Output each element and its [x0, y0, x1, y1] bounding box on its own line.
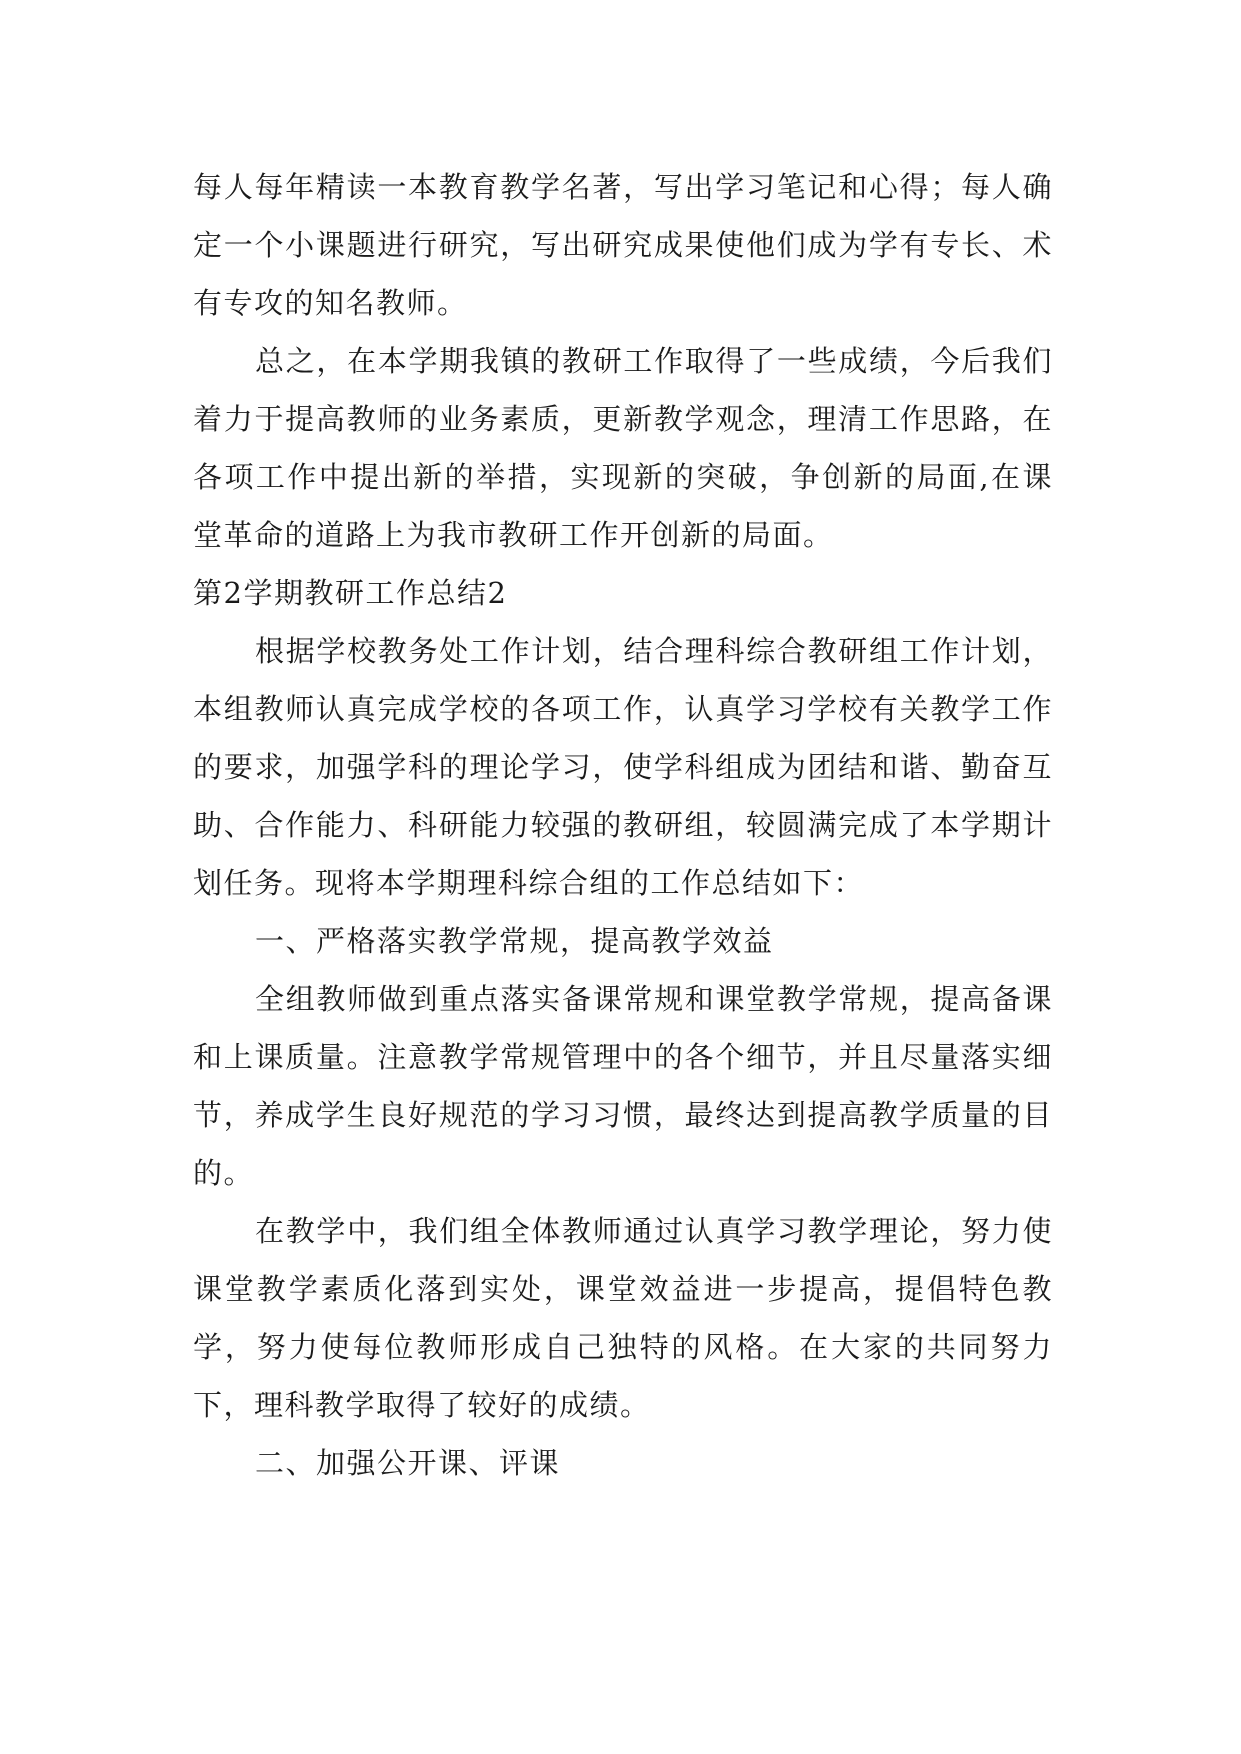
paragraph-5: 在教学中，我们组全体教师通过认真学习教学理论，努力使课堂教学素质化落到实处，课堂效益进一步提高，提倡特色教学，努力使每位教师形成自己独特的风格。在大家的共同努力下，理科教学取得了较好的成绩。 [193, 1214, 1053, 1422]
subheading-1: 一、严格落实教学常规，提高教学效益 [255, 924, 774, 958]
paragraph-4: 全组教师做到重点落实备课常规和课堂教学常规，提高备课和上课质量。注意教学常规管理中的各个细节，并且尽量落实细节，养成学生良好规范的学习习惯，最终达到提高教学质量的目的。 [193, 982, 1053, 1190]
document-body [193, 158, 1053, 1492]
paragraph-1: 每人每年精读一本教育教学名著，写出学习笔记和心得；每人确定一个小课题进行研究，写出研究成果使他们成为学有专长、术有专攻的知名教师。 [193, 170, 1053, 320]
section-heading: 第2学期教研工作总结2 [193, 576, 508, 610]
paragraph-2: 总之，在本学期我镇的教研工作取得了一些成绩，今后我们着力于提高教师的业务素质，更新教学观念，理清工作思路，在各项工作中提出新的举措，实现新的突破，争创新的局面,在课堂革命的道路上为我市教研工作开创新的局面。 [193, 344, 1053, 552]
subheading-2: 二、加强公开课、评课 [255, 1446, 561, 1480]
paragraph-3: 根据学校教务处工作计划，结合理科综合教研组工作计划，本组教师认真完成学校的各项工作，认真学习学校有关教学工作的要求，加强学科的理论学习，使学科组成为团结和谐、勤奋互助、合作能力、科研能力较强的教研组，较圆满完成了本学期计划任务。现将本学期理科综合组的工作总结如下： [193, 634, 1053, 900]
